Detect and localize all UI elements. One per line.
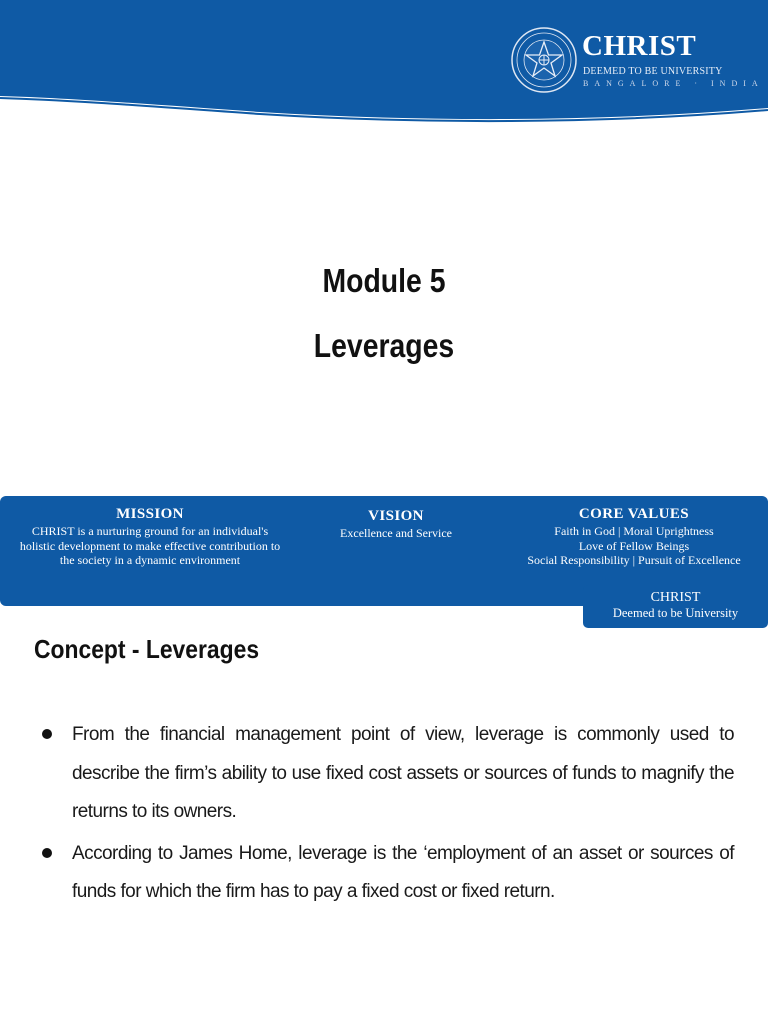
bullet-icon	[42, 729, 52, 739]
core-values-block	[505, 506, 763, 568]
concept-heading: Concept - Leverages	[34, 634, 260, 664]
bullet-list	[42, 716, 734, 915]
christ-university-tag	[583, 585, 768, 628]
list-item	[42, 716, 734, 832]
mission-heading: MISSION	[116, 506, 184, 522]
core-values-line: Love of Fellow Beings	[578, 538, 690, 553]
vision-text: Excellence and Service	[340, 526, 452, 540]
christ-logo	[510, 26, 764, 98]
module-subtitle: Leverages	[313, 327, 455, 364]
core-values-line: Faith in God | Moral Uprightness	[554, 524, 714, 538]
module-title: Module 5	[322, 262, 446, 299]
bullet-icon	[42, 848, 52, 858]
mission-line: holistic development to make effective contribution to	[19, 538, 281, 553]
core-values-line: Social Responsibility | Pursuit of Excellence	[527, 553, 741, 567]
mission-line: CHRIST is a nurturing ground for an individual's	[31, 524, 269, 538]
bullet-text: According to James Home, leverage is the ‘employment of an asset or sources of funds for which the firm has to pay a fixed cost or fixed return.	[72, 842, 734, 902]
logo-subtitle: DEEMED TO BE UNIVERSITY	[583, 66, 723, 77]
logo-wordmark: CHRIST	[582, 30, 697, 62]
list-item	[42, 835, 734, 912]
vision-block	[320, 508, 472, 541]
header-banner	[0, 0, 768, 130]
vision-heading: VISION	[368, 508, 424, 524]
logo-city: BANGALORE · INDIA	[583, 79, 764, 88]
tag-subtitle: Deemed to be University	[612, 606, 739, 620]
university-seal-icon	[510, 26, 578, 94]
bullet-text: From the financial management point of view, leverage is commonly used to describe the firm’s ability to use fixed cost assets or sources of funds to magnify the returns to its owners.	[72, 724, 734, 822]
core-values-heading: CORE VALUES	[578, 506, 690, 522]
mission-line: the society in a dynamic environment	[59, 553, 241, 567]
mission-block	[5, 506, 295, 568]
tag-name: CHRIST	[650, 590, 701, 605]
